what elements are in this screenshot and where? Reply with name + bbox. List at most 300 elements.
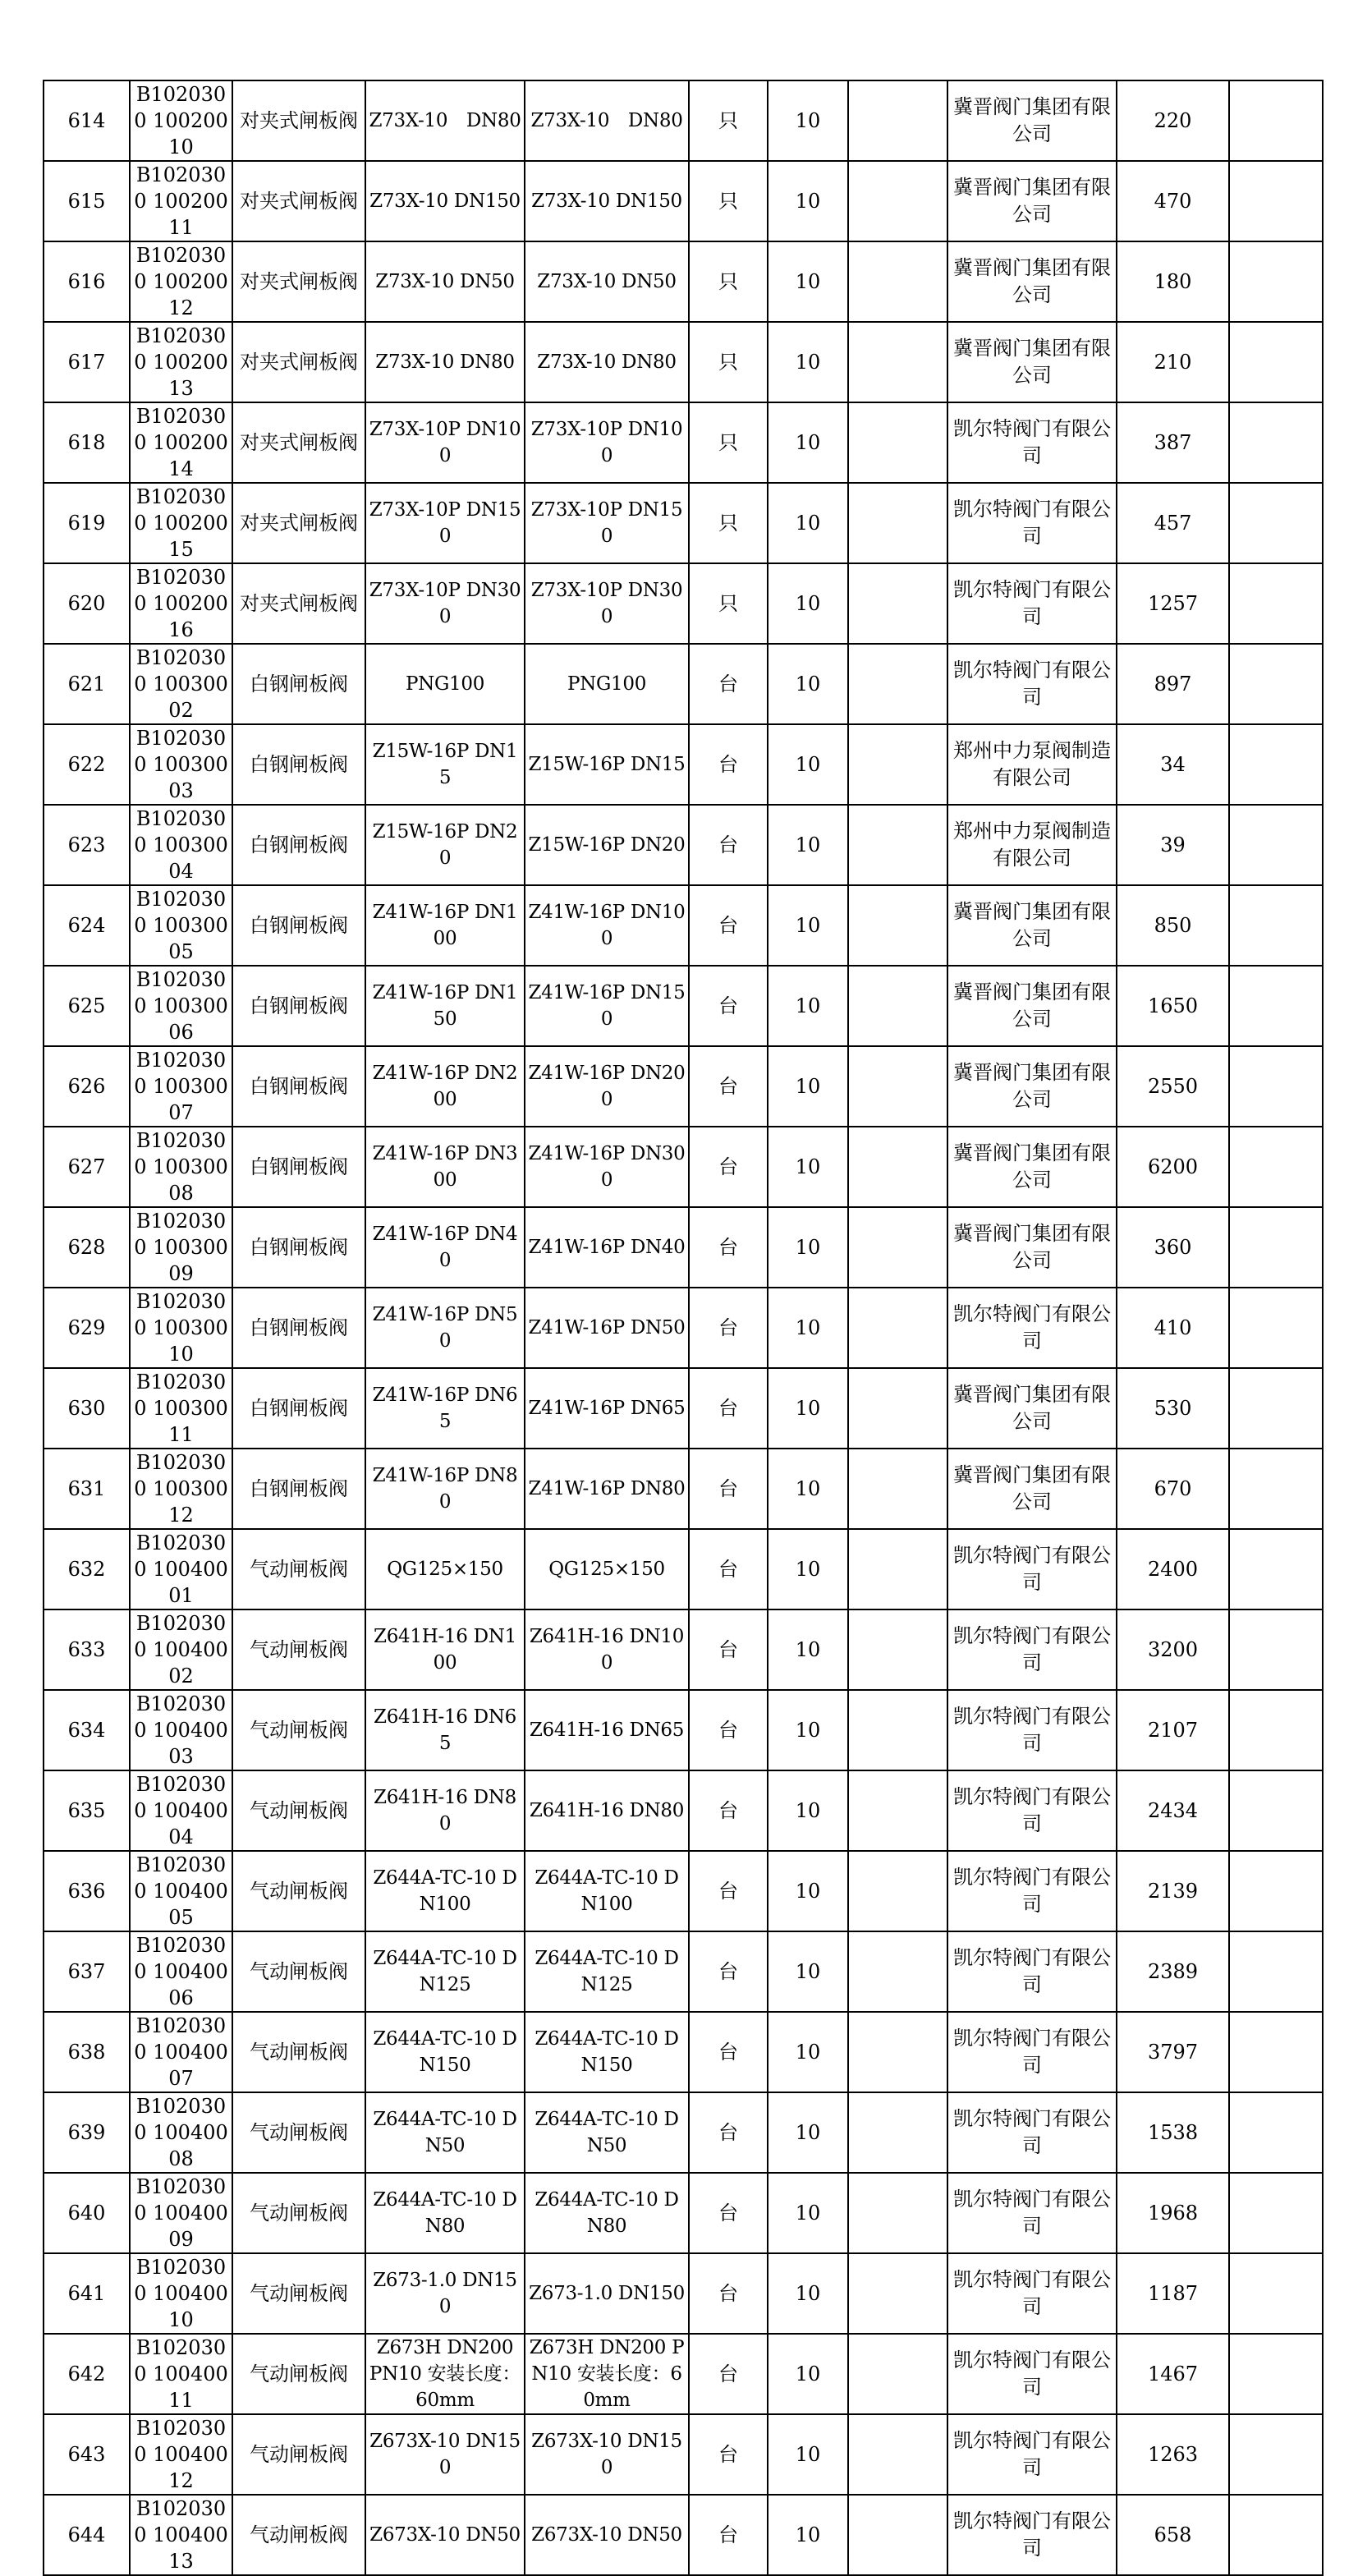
note-cell xyxy=(848,1207,947,1288)
specification-cell: Z673X-10 DN150 xyxy=(365,2414,525,2495)
item-name-cell: 对夹式闸板阀 xyxy=(232,483,365,563)
unit-cell: 只 xyxy=(689,483,768,563)
model-cell: Z73X-10 DN80 xyxy=(525,80,689,161)
supplier-cell: 郑州中力泵阀制造有限公司 xyxy=(947,805,1117,885)
supplier-cell: 凯尔特阀门有限公司 xyxy=(947,2334,1117,2414)
remarks-cell xyxy=(1229,322,1323,402)
remarks-cell xyxy=(1229,1127,1323,1207)
supplier-cell: 凯尔特阀门有限公司 xyxy=(947,1609,1117,1690)
item-name-cell: 气动闸板阀 xyxy=(232,2173,365,2253)
model-cell: Z644A-TC-10 DN80 xyxy=(525,2173,689,2253)
quantity-cell: 10 xyxy=(768,563,848,644)
note-cell xyxy=(848,885,947,966)
table-row xyxy=(44,724,1323,805)
material-code-cell: B1020300 10040003 xyxy=(130,1690,232,1770)
specification-cell: Z41W-16P DN40 xyxy=(365,1207,525,1288)
item-name-cell: 白钢闸板阀 xyxy=(232,1449,365,1529)
quantity-cell: 10 xyxy=(768,1288,848,1368)
price-cell: 457 xyxy=(1117,483,1229,563)
table-row xyxy=(44,1690,1323,1770)
row-number-cell: 637 xyxy=(44,1931,130,2012)
quantity-cell: 10 xyxy=(768,80,848,161)
quantity-cell: 10 xyxy=(768,2173,848,2253)
supplier-cell: 冀晋阀门集团有限公司 xyxy=(947,1449,1117,1529)
unit-cell: 台 xyxy=(689,2012,768,2092)
supplier-cell: 凯尔特阀门有限公司 xyxy=(947,2495,1117,2575)
unit-cell: 台 xyxy=(689,885,768,966)
material-code-cell: B1020300 10030004 xyxy=(130,805,232,885)
price-cell: 39 xyxy=(1117,805,1229,885)
material-code-cell: B1020300 10030009 xyxy=(130,1207,232,1288)
price-cell: 850 xyxy=(1117,885,1229,966)
material-code-cell: B1020300 10040004 xyxy=(130,1770,232,1851)
row-number-cell: 643 xyxy=(44,2414,130,2495)
remarks-cell xyxy=(1229,1046,1323,1127)
model-cell: Z41W-16P DN50 xyxy=(525,1288,689,1368)
note-cell xyxy=(848,1127,947,1207)
model-cell: Z644A-TC-10 DN125 xyxy=(525,1931,689,2012)
model-cell: Z673X-10 DN150 xyxy=(525,2414,689,2495)
item-name-cell: 气动闸板阀 xyxy=(232,2092,365,2173)
specification-cell: Z641H-16 DN80 xyxy=(365,1770,525,1851)
note-cell xyxy=(848,1931,947,2012)
table-row xyxy=(44,483,1323,563)
specification-cell: Z73X-10P DN100 xyxy=(365,402,525,483)
model-cell: Z41W-16P DN100 xyxy=(525,885,689,966)
remarks-cell xyxy=(1229,2173,1323,2253)
row-number-cell: 626 xyxy=(44,1046,130,1127)
item-name-cell: 白钢闸板阀 xyxy=(232,966,365,1046)
unit-cell: 只 xyxy=(689,161,768,241)
item-name-cell: 气动闸板阀 xyxy=(232,2334,365,2414)
unit-cell: 台 xyxy=(689,1690,768,1770)
price-cell: 1538 xyxy=(1117,2092,1229,2173)
model-cell: Z41W-16P DN40 xyxy=(525,1207,689,1288)
unit-cell: 只 xyxy=(689,80,768,161)
material-code-cell: B1020300 10020015 xyxy=(130,483,232,563)
row-number-cell: 630 xyxy=(44,1368,130,1449)
unit-cell: 台 xyxy=(689,1288,768,1368)
supplier-cell: 冀晋阀门集团有限公司 xyxy=(947,241,1117,322)
material-code-cell: B1020300 10030003 xyxy=(130,724,232,805)
row-number-cell: 622 xyxy=(44,724,130,805)
specification-cell: Z73X-10 DN50 xyxy=(365,241,525,322)
unit-cell: 台 xyxy=(689,1609,768,1690)
quantity-cell: 10 xyxy=(768,885,848,966)
table-row xyxy=(44,563,1323,644)
table-row xyxy=(44,1770,1323,1851)
item-name-cell: 气动闸板阀 xyxy=(232,1931,365,2012)
note-cell xyxy=(848,1609,947,1690)
remarks-cell xyxy=(1229,805,1323,885)
item-name-cell: 气动闸板阀 xyxy=(232,2414,365,2495)
specification-cell: Z644A-TC-10 DN80 xyxy=(365,2173,525,2253)
remarks-cell xyxy=(1229,2012,1323,2092)
row-number-cell: 631 xyxy=(44,1449,130,1529)
table-row xyxy=(44,2495,1323,2575)
unit-cell: 只 xyxy=(689,322,768,402)
material-code-cell: B1020300 10040006 xyxy=(130,1931,232,2012)
remarks-cell xyxy=(1229,483,1323,563)
remarks-cell xyxy=(1229,1207,1323,1288)
item-name-cell: 白钢闸板阀 xyxy=(232,1288,365,1368)
unit-cell: 台 xyxy=(689,1046,768,1127)
model-cell: Z73X-10 DN150 xyxy=(525,161,689,241)
quantity-cell: 10 xyxy=(768,1529,848,1609)
table-row xyxy=(44,1529,1323,1609)
note-cell xyxy=(848,161,947,241)
unit-cell: 台 xyxy=(689,1931,768,2012)
quantity-cell: 10 xyxy=(768,1609,848,1690)
specification-cell: Z73X-10 DN150 xyxy=(365,161,525,241)
item-name-cell: 对夹式闸板阀 xyxy=(232,563,365,644)
row-number-cell: 642 xyxy=(44,2334,130,2414)
specification-cell: Z41W-16P DN50 xyxy=(365,1288,525,1368)
note-cell xyxy=(848,1529,947,1609)
quantity-cell: 10 xyxy=(768,1931,848,2012)
quantity-cell: 10 xyxy=(768,2414,848,2495)
remarks-cell xyxy=(1229,1529,1323,1609)
price-cell: 1467 xyxy=(1117,2334,1229,2414)
table-row xyxy=(44,2012,1323,2092)
quantity-cell: 10 xyxy=(768,241,848,322)
supplier-cell: 冀晋阀门集团有限公司 xyxy=(947,885,1117,966)
price-table xyxy=(43,80,1324,2576)
price-cell: 360 xyxy=(1117,1207,1229,1288)
price-cell: 1263 xyxy=(1117,2414,1229,2495)
unit-cell: 只 xyxy=(689,241,768,322)
model-cell: Z673X-10 DN50 xyxy=(525,2495,689,2575)
item-name-cell: 白钢闸板阀 xyxy=(232,1368,365,1449)
unit-cell: 台 xyxy=(689,2173,768,2253)
model-cell: Z73X-10P DN100 xyxy=(525,402,689,483)
unit-cell: 台 xyxy=(689,805,768,885)
specification-cell: Z41W-16P DN150 xyxy=(365,966,525,1046)
quantity-cell: 10 xyxy=(768,483,848,563)
remarks-cell xyxy=(1229,966,1323,1046)
price-cell: 180 xyxy=(1117,241,1229,322)
quantity-cell: 10 xyxy=(768,1127,848,1207)
model-cell: Z73X-10P DN150 xyxy=(525,483,689,563)
item-name-cell: 对夹式闸板阀 xyxy=(232,322,365,402)
material-code-cell: B1020300 10040013 xyxy=(130,2495,232,2575)
note-cell xyxy=(848,1449,947,1529)
quantity-cell: 10 xyxy=(768,724,848,805)
remarks-cell xyxy=(1229,80,1323,161)
remarks-cell xyxy=(1229,1931,1323,2012)
model-cell: Z41W-16P DN65 xyxy=(525,1368,689,1449)
supplier-cell: 凯尔特阀门有限公司 xyxy=(947,1770,1117,1851)
model-cell: Z73X-10 DN50 xyxy=(525,241,689,322)
specification-cell: Z41W-16P DN65 xyxy=(365,1368,525,1449)
unit-cell: 台 xyxy=(689,724,768,805)
price-cell: 2434 xyxy=(1117,1770,1229,1851)
remarks-cell xyxy=(1229,2414,1323,2495)
item-name-cell: 气动闸板阀 xyxy=(232,1851,365,1931)
supplier-cell: 郑州中力泵阀制造有限公司 xyxy=(947,724,1117,805)
supplier-cell: 凯尔特阀门有限公司 xyxy=(947,1931,1117,2012)
unit-cell: 台 xyxy=(689,2414,768,2495)
model-cell: Z644A-TC-10 DN100 xyxy=(525,1851,689,1931)
item-name-cell: 对夹式闸板阀 xyxy=(232,402,365,483)
supplier-cell: 凯尔特阀门有限公司 xyxy=(947,563,1117,644)
row-number-cell: 628 xyxy=(44,1207,130,1288)
table-row xyxy=(44,1449,1323,1529)
specification-cell: Z73X-10P DN300 xyxy=(365,563,525,644)
note-cell xyxy=(848,2092,947,2173)
row-number-cell: 615 xyxy=(44,161,130,241)
remarks-cell xyxy=(1229,644,1323,724)
supplier-cell: 冀晋阀门集团有限公司 xyxy=(947,1207,1117,1288)
supplier-cell: 凯尔特阀门有限公司 xyxy=(947,1288,1117,1368)
specification-cell: Z73X-10P DN150 xyxy=(365,483,525,563)
specification-cell: Z644A-TC-10 DN150 xyxy=(365,2012,525,2092)
row-number-cell: 639 xyxy=(44,2092,130,2173)
model-cell: Z673-1.0 DN150 xyxy=(525,2253,689,2334)
model-cell: QG125×150 xyxy=(525,1529,689,1609)
item-name-cell: 气动闸板阀 xyxy=(232,1609,365,1690)
price-cell: 670 xyxy=(1117,1449,1229,1529)
price-cell: 2550 xyxy=(1117,1046,1229,1127)
unit-cell: 台 xyxy=(689,1368,768,1449)
quantity-cell: 10 xyxy=(768,1368,848,1449)
item-name-cell: 气动闸板阀 xyxy=(232,1690,365,1770)
price-cell: 6200 xyxy=(1117,1127,1229,1207)
model-cell: Z15W-16P DN20 xyxy=(525,805,689,885)
specification-cell: Z673X-10 DN50 xyxy=(365,2495,525,2575)
specification-cell: PNG100 xyxy=(365,644,525,724)
table-row xyxy=(44,1288,1323,1368)
item-name-cell: 白钢闸板阀 xyxy=(232,644,365,724)
remarks-cell xyxy=(1229,2334,1323,2414)
remarks-cell xyxy=(1229,402,1323,483)
supplier-cell: 凯尔特阀门有限公司 xyxy=(947,1690,1117,1770)
unit-cell: 台 xyxy=(689,2092,768,2173)
material-code-cell: B1020300 10040008 xyxy=(130,2092,232,2173)
material-code-cell: B1020300 10040009 xyxy=(130,2173,232,2253)
material-code-cell: B1020300 10040001 xyxy=(130,1529,232,1609)
model-cell: Z41W-16P DN80 xyxy=(525,1449,689,1529)
item-name-cell: 对夹式闸板阀 xyxy=(232,80,365,161)
supplier-cell: 凯尔特阀门有限公司 xyxy=(947,2173,1117,2253)
model-cell: Z673H DN200 PN10 安装长度：60mm xyxy=(525,2334,689,2414)
table-row xyxy=(44,241,1323,322)
specification-cell: Z73X-10 DN80 xyxy=(365,80,525,161)
specification-cell: Z41W-16P DN80 xyxy=(365,1449,525,1529)
specification-cell: Z644A-TC-10 DN100 xyxy=(365,1851,525,1931)
row-number-cell: 616 xyxy=(44,241,130,322)
table-row xyxy=(44,966,1323,1046)
specification-cell: Z15W-16P DN20 xyxy=(365,805,525,885)
quantity-cell: 10 xyxy=(768,2012,848,2092)
remarks-cell xyxy=(1229,563,1323,644)
remarks-cell xyxy=(1229,1288,1323,1368)
remarks-cell xyxy=(1229,2092,1323,2173)
specification-cell: Z641H-16 DN100 xyxy=(365,1609,525,1690)
note-cell xyxy=(848,1770,947,1851)
note-cell xyxy=(848,2334,947,2414)
note-cell xyxy=(848,805,947,885)
row-number-cell: 614 xyxy=(44,80,130,161)
material-code-cell: B1020300 10020010 xyxy=(130,80,232,161)
row-number-cell: 638 xyxy=(44,2012,130,2092)
material-code-cell: B1020300 10030012 xyxy=(130,1449,232,1529)
row-number-cell: 635 xyxy=(44,1770,130,1851)
material-code-cell: B1020300 10030002 xyxy=(130,644,232,724)
quantity-cell: 10 xyxy=(768,1046,848,1127)
row-number-cell: 623 xyxy=(44,805,130,885)
remarks-cell xyxy=(1229,1690,1323,1770)
row-number-cell: 640 xyxy=(44,2173,130,2253)
unit-cell: 台 xyxy=(689,1770,768,1851)
remarks-cell xyxy=(1229,2495,1323,2575)
table-row xyxy=(44,885,1323,966)
price-cell: 1187 xyxy=(1117,2253,1229,2334)
supplier-cell: 冀晋阀门集团有限公司 xyxy=(947,1127,1117,1207)
remarks-cell xyxy=(1229,1609,1323,1690)
note-cell xyxy=(848,1368,947,1449)
table-row xyxy=(44,1851,1323,1931)
material-code-cell: B1020300 10020013 xyxy=(130,322,232,402)
material-code-cell: B1020300 10040005 xyxy=(130,1851,232,1931)
price-cell: 2389 xyxy=(1117,1931,1229,2012)
row-number-cell: 617 xyxy=(44,322,130,402)
specification-cell: QG125×150 xyxy=(365,1529,525,1609)
table-row xyxy=(44,322,1323,402)
item-name-cell: 气动闸板阀 xyxy=(232,2253,365,2334)
row-number-cell: 627 xyxy=(44,1127,130,1207)
note-cell xyxy=(848,2414,947,2495)
quantity-cell: 10 xyxy=(768,2495,848,2575)
row-number-cell: 641 xyxy=(44,2253,130,2334)
unit-cell: 台 xyxy=(689,1529,768,1609)
note-cell xyxy=(848,322,947,402)
material-code-cell: B1020300 10030008 xyxy=(130,1127,232,1207)
supplier-cell: 凯尔特阀门有限公司 xyxy=(947,2414,1117,2495)
specification-cell: Z644A-TC-10 DN50 xyxy=(365,2092,525,2173)
note-cell xyxy=(848,644,947,724)
model-cell: Z15W-16P DN15 xyxy=(525,724,689,805)
row-number-cell: 618 xyxy=(44,402,130,483)
supplier-cell: 凯尔特阀门有限公司 xyxy=(947,402,1117,483)
item-name-cell: 气动闸板阀 xyxy=(232,2012,365,2092)
model-cell: Z641H-16 DN100 xyxy=(525,1609,689,1690)
supplier-cell: 凯尔特阀门有限公司 xyxy=(947,2092,1117,2173)
note-cell xyxy=(848,80,947,161)
item-name-cell: 白钢闸板阀 xyxy=(232,1207,365,1288)
supplier-cell: 凯尔特阀门有限公司 xyxy=(947,1529,1117,1609)
specification-cell: Z41W-16P DN200 xyxy=(365,1046,525,1127)
model-cell: Z73X-10P DN300 xyxy=(525,563,689,644)
specification-cell: Z15W-16P DN15 xyxy=(365,724,525,805)
item-name-cell: 对夹式闸板阀 xyxy=(232,241,365,322)
price-cell: 34 xyxy=(1117,724,1229,805)
note-cell xyxy=(848,2253,947,2334)
price-cell: 470 xyxy=(1117,161,1229,241)
quantity-cell: 10 xyxy=(768,322,848,402)
unit-cell: 台 xyxy=(689,1449,768,1529)
row-number-cell: 634 xyxy=(44,1690,130,1770)
note-cell xyxy=(848,2173,947,2253)
material-code-cell: B1020300 10030011 xyxy=(130,1368,232,1449)
material-code-cell: B1020300 10040011 xyxy=(130,2334,232,2414)
note-cell xyxy=(848,1288,947,1368)
material-code-cell: B1020300 10040010 xyxy=(130,2253,232,2334)
quantity-cell: 10 xyxy=(768,966,848,1046)
model-cell: PNG100 xyxy=(525,644,689,724)
quantity-cell: 10 xyxy=(768,1770,848,1851)
price-cell: 658 xyxy=(1117,2495,1229,2575)
specification-cell: Z673-1.0 DN150 xyxy=(365,2253,525,2334)
supplier-cell: 凯尔特阀门有限公司 xyxy=(947,1851,1117,1931)
quantity-cell: 10 xyxy=(768,2253,848,2334)
note-cell xyxy=(848,724,947,805)
note-cell xyxy=(848,1046,947,1127)
price-cell: 1257 xyxy=(1117,563,1229,644)
remarks-cell xyxy=(1229,1368,1323,1449)
table-row xyxy=(44,1127,1323,1207)
item-name-cell: 气动闸板阀 xyxy=(232,1529,365,1609)
price-cell: 220 xyxy=(1117,80,1229,161)
price-cell: 2400 xyxy=(1117,1529,1229,1609)
table-row xyxy=(44,2253,1323,2334)
unit-cell: 台 xyxy=(689,2495,768,2575)
model-cell: Z644A-TC-10 DN150 xyxy=(525,2012,689,2092)
row-number-cell: 644 xyxy=(44,2495,130,2575)
row-number-cell: 624 xyxy=(44,885,130,966)
price-cell: 1968 xyxy=(1117,2173,1229,2253)
remarks-cell xyxy=(1229,1449,1323,1529)
note-cell xyxy=(848,483,947,563)
quantity-cell: 10 xyxy=(768,402,848,483)
note-cell xyxy=(848,2012,947,2092)
specification-cell: Z673H DN200 PN10 安装长度：60mm xyxy=(365,2334,525,2414)
row-number-cell: 621 xyxy=(44,644,130,724)
price-cell: 2107 xyxy=(1117,1690,1229,1770)
table-row xyxy=(44,1207,1323,1288)
model-cell: Z41W-16P DN150 xyxy=(525,966,689,1046)
note-cell xyxy=(848,241,947,322)
price-cell: 3797 xyxy=(1117,2012,1229,2092)
note-cell xyxy=(848,402,947,483)
row-number-cell: 636 xyxy=(44,1851,130,1931)
table-row xyxy=(44,644,1323,724)
supplier-cell: 冀晋阀门集团有限公司 xyxy=(947,1368,1117,1449)
unit-cell: 台 xyxy=(689,2253,768,2334)
table-row xyxy=(44,2173,1323,2253)
remarks-cell xyxy=(1229,1851,1323,1931)
note-cell xyxy=(848,1851,947,1931)
remarks-cell xyxy=(1229,2253,1323,2334)
unit-cell: 台 xyxy=(689,644,768,724)
price-cell: 2139 xyxy=(1117,1851,1229,1931)
item-name-cell: 白钢闸板阀 xyxy=(232,1046,365,1127)
model-cell: Z644A-TC-10 DN50 xyxy=(525,2092,689,2173)
price-cell: 897 xyxy=(1117,644,1229,724)
material-code-cell: B1020300 10020011 xyxy=(130,161,232,241)
table-row xyxy=(44,402,1323,483)
supplier-cell: 凯尔特阀门有限公司 xyxy=(947,2012,1117,2092)
quantity-cell: 10 xyxy=(768,1207,848,1288)
table-row xyxy=(44,1368,1323,1449)
material-code-cell: B1020300 10030007 xyxy=(130,1046,232,1127)
item-name-cell: 对夹式闸板阀 xyxy=(232,161,365,241)
remarks-cell xyxy=(1229,885,1323,966)
material-code-cell: B1020300 10030010 xyxy=(130,1288,232,1368)
supplier-cell: 冀晋阀门集团有限公司 xyxy=(947,161,1117,241)
table-row xyxy=(44,2414,1323,2495)
model-cell: Z641H-16 DN65 xyxy=(525,1690,689,1770)
